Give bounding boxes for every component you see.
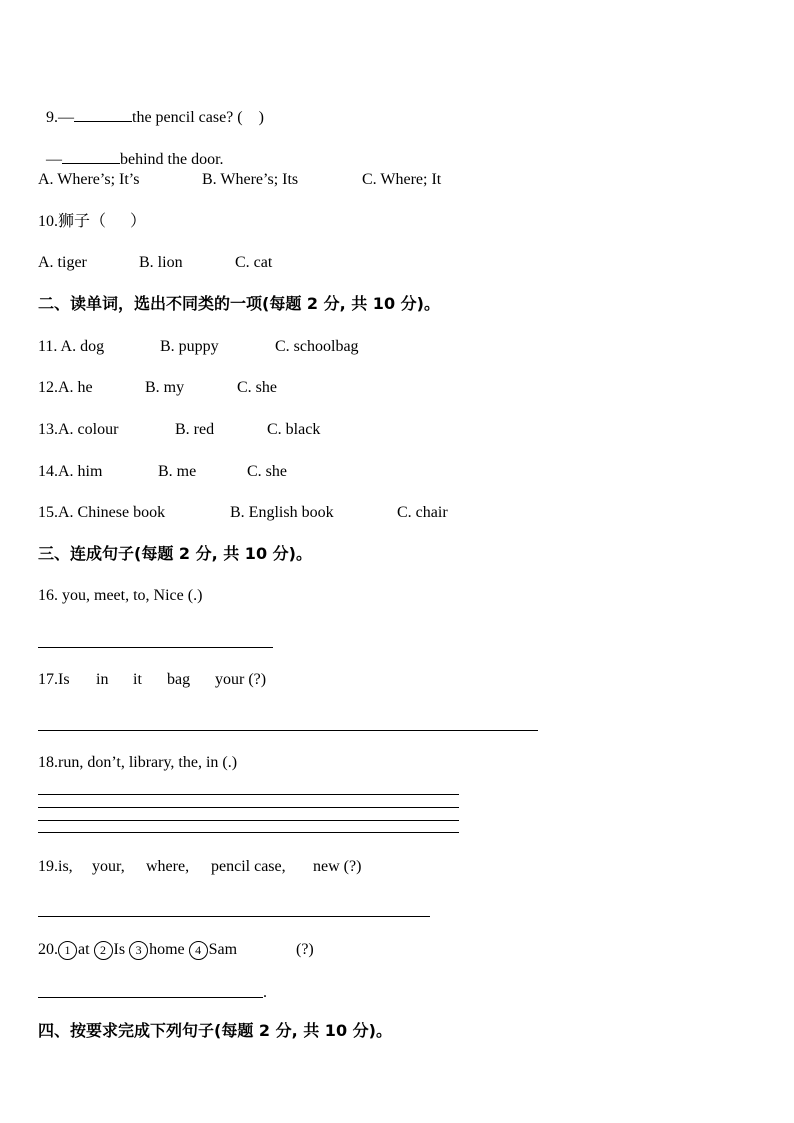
q17-word: it	[133, 671, 142, 688]
q16-answer-line[interactable]	[38, 647, 273, 648]
q20-word: Sam	[208, 941, 238, 958]
q9-reply-text: behind the door.	[120, 151, 224, 168]
q9-option-a[interactable]: A. Where’s; It’s	[38, 171, 140, 188]
q18-answer-line-3[interactable]	[38, 820, 459, 821]
q18-answer-line-4[interactable]	[38, 832, 459, 833]
circled-number-1: 1	[58, 941, 77, 960]
q12-option-a[interactable]: 12.A. he	[38, 379, 93, 396]
q13-option-a[interactable]: 13.A. colour	[38, 421, 119, 438]
q16-text: 16. you, meet, to, Nice (.)	[38, 587, 203, 604]
q14-option-b[interactable]: B. me	[158, 463, 197, 480]
q19-word: is,	[58, 858, 73, 875]
q12-option-c[interactable]: C. she	[237, 379, 277, 396]
q11-option-a[interactable]: 11. A. dog	[38, 338, 105, 355]
q17-word: in	[96, 671, 109, 688]
q18-answer-line-1[interactable]	[38, 794, 459, 795]
q19-number-and-word-1	[38, 857, 73, 877]
q9-option-b[interactable]: B. Where’s; Its	[202, 171, 299, 188]
q9-reply-dash: —	[46, 151, 62, 168]
q9-prompt-text: the pencil case? ( )	[132, 109, 264, 126]
q9-reply	[38, 129, 224, 170]
q19-number: 19.	[38, 858, 58, 875]
q13-option-b[interactable]: B. red	[175, 421, 215, 438]
q20-number: 20.	[38, 941, 58, 958]
q12-option-b[interactable]: B. my	[145, 379, 185, 396]
q18-text: 18.run, don’t, library, the, in (.)	[38, 754, 238, 771]
q9-option-c[interactable]: C. Where; It	[362, 171, 442, 188]
q9-blank[interactable]	[74, 107, 132, 122]
q15-option-c[interactable]: C. chair	[397, 504, 448, 521]
q10-option-c[interactable]: C. cat	[235, 254, 273, 271]
q20-end-mark: (?)	[296, 941, 314, 958]
circled-number-3: 3	[129, 941, 148, 960]
q20-answer-line[interactable]	[38, 997, 263, 998]
q20-word: Is	[113, 941, 126, 958]
q19-word: your,	[92, 858, 125, 875]
q13-option-c[interactable]: C. black	[267, 421, 321, 438]
q10-stem: 10.狮子（ ）	[38, 213, 147, 230]
circled-number-2: 2	[94, 941, 113, 960]
section3-heading: 三、连成句子(每题 2 分, 共 10 分)。	[38, 544, 312, 563]
q14-option-c[interactable]: C. she	[247, 463, 287, 480]
q10-option-b[interactable]: B. lion	[139, 254, 183, 271]
q9-number: 9.	[46, 109, 58, 126]
q17-answer-line[interactable]	[38, 730, 538, 731]
q9-reply-blank[interactable]	[62, 149, 120, 164]
q11-option-c[interactable]: C. schoolbag	[275, 338, 359, 355]
q19-word: new (?)	[313, 858, 362, 875]
q20-word: home	[149, 941, 185, 958]
q17-number-and-word-1	[38, 670, 70, 690]
q19-answer-line[interactable]	[38, 916, 430, 917]
q14-option-a[interactable]: 14.A. him	[38, 463, 103, 480]
q19-word: where,	[146, 858, 190, 875]
q20-answer-period: .	[263, 984, 267, 1001]
q10-option-a[interactable]: A. tiger	[38, 254, 87, 271]
q17-word: Is	[58, 671, 70, 688]
q17-number: 17.	[38, 671, 58, 688]
circled-number-4: 4	[189, 941, 208, 960]
q15-option-a[interactable]: 15.A. Chinese book	[38, 504, 166, 521]
q9-dash: —	[58, 109, 74, 126]
section4-heading: 四、按要求完成下列句子(每题 2 分, 共 10 分)。	[38, 1021, 392, 1040]
q18-answer-line-2[interactable]	[38, 807, 459, 808]
q9-stem	[38, 87, 264, 128]
q15-option-b[interactable]: B. English book	[230, 504, 334, 521]
section2-heading: 二、读单词，选出不同类的一项(每题 2 分, 共 10 分)。	[38, 294, 440, 313]
q17-word: bag	[167, 671, 191, 688]
q11-option-b[interactable]: B. puppy	[160, 338, 219, 355]
q17-word: your (?)	[215, 671, 267, 688]
q20-items	[38, 940, 237, 960]
q19-word: pencil case,	[211, 858, 286, 875]
q20-word: at	[78, 941, 90, 958]
